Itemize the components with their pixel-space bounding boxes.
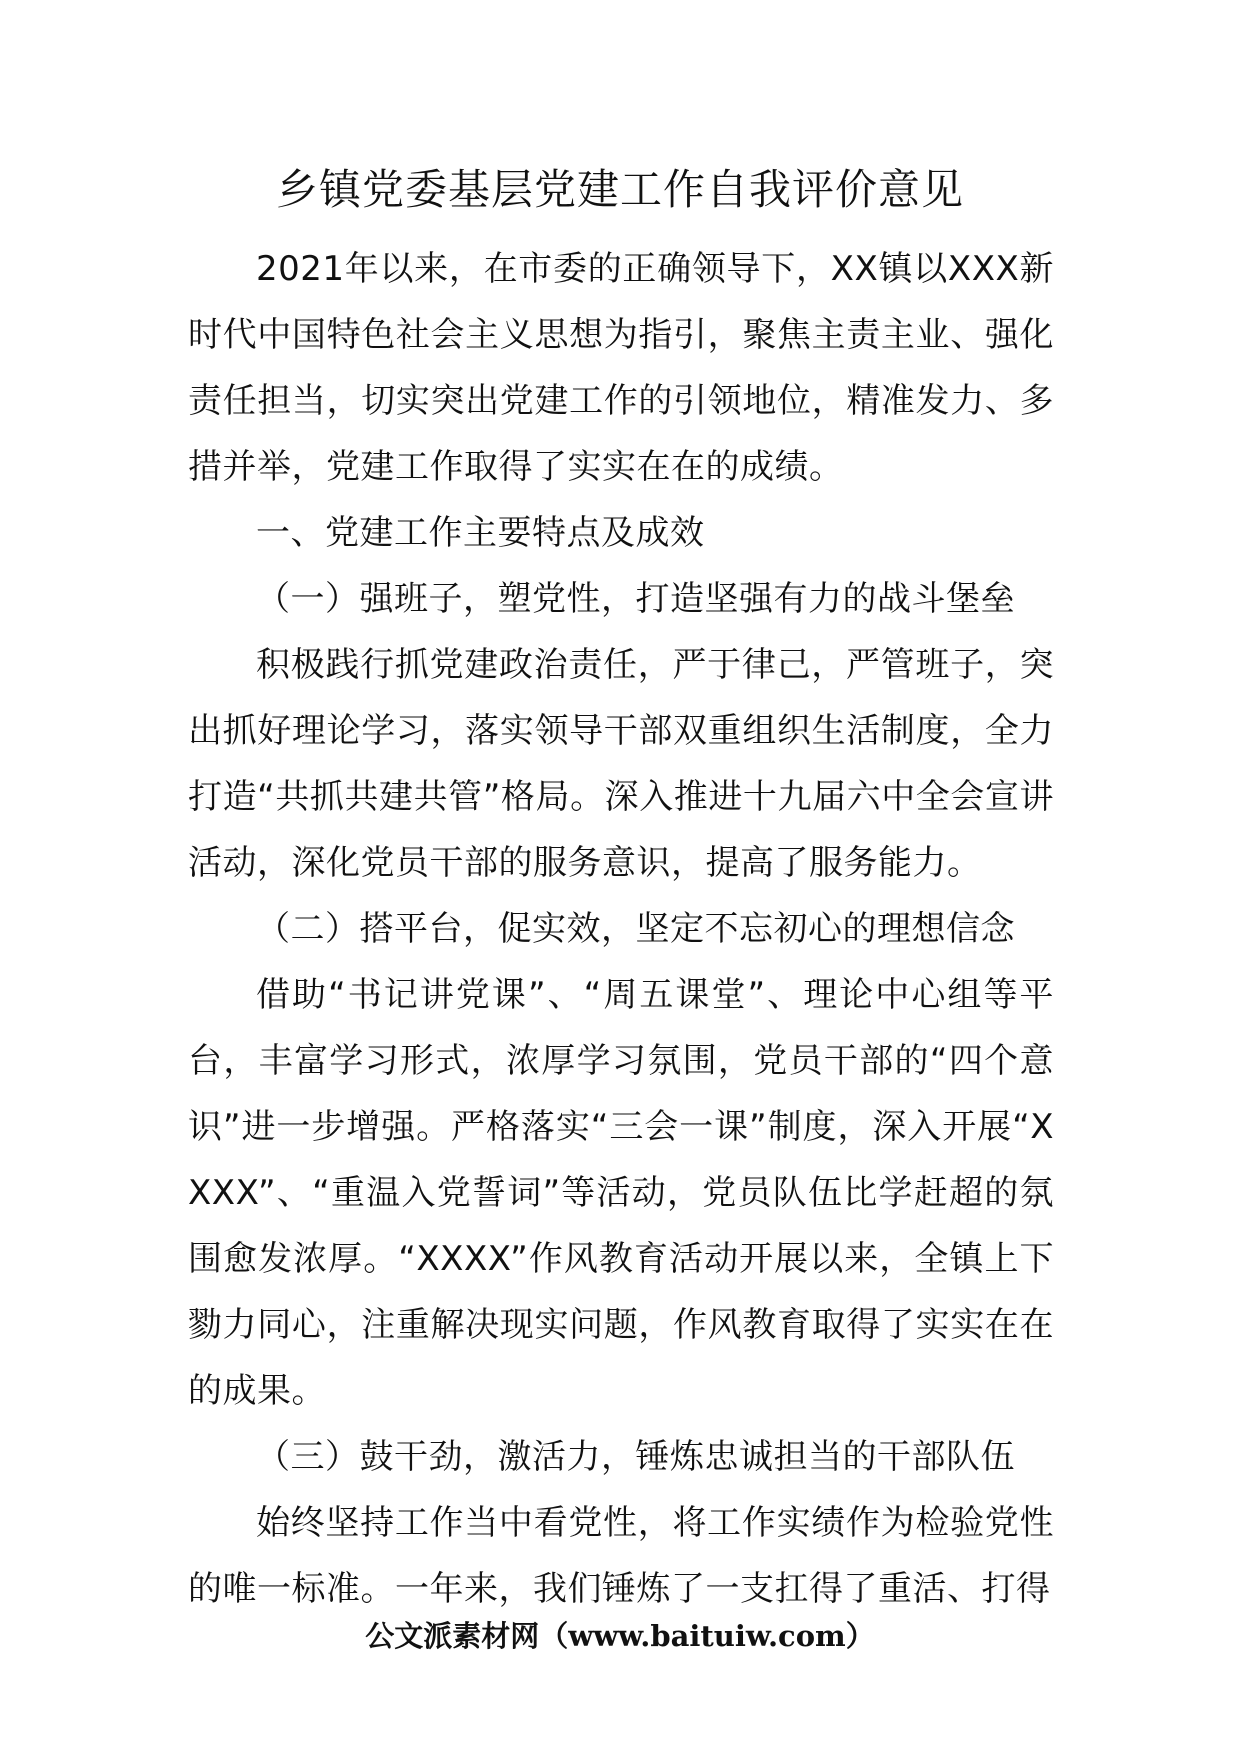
document-body bbox=[188, 236, 1054, 1622]
paragraph-2: 借助“书记讲党课”、“周五课堂”、理论中心组等平台，丰富学习形式，浓厚学习氛围，党员干部的“四个意识”进一步增强。严格落实“三会一课”制度，深入开展“XXXX”、“重温入党誓词”等活动，党员队伍比学赶超的氛围愈发浓厚。“XXXX”作风教育活动开展以来，全镇上下勠力同心，注重解决现实问题，作风教育取得了实实在在的成果。 bbox=[188, 975, 1054, 1411]
subsection-heading-1: （一）强班子，塑党性，打造坚强有力的战斗堡垒 bbox=[256, 579, 1015, 619]
subsection-heading-3: （三）鼓干劲，激活力，锤炼忠诚担当的干部队伍 bbox=[256, 1437, 1015, 1477]
intro-paragraph: 2021年以来，在市委的正确领导下，XX镇以XXX新时代中国特色社会主义思想为指引，聚焦主责主业、强化责任担当，切实突出党建工作的引领地位，精准发力、多措并举，党建工作取得了实实在在的成绩。 bbox=[188, 249, 1054, 487]
paragraph-1: 积极践行抓党建政治责任，严于律己，严管班子，突出抓好理论学习，落实领导干部双重组织生活制度，全力打造“共抓共建共管”格局。深入推进十九届六中全会宣讲活动，深化党员干部的服务意识，提高了服务能力。 bbox=[188, 645, 1054, 883]
document-title: 乡镇党委基层党建工作自我评价意见 bbox=[275, 165, 964, 214]
section-heading-1: 一、党建工作主要特点及成效 bbox=[256, 513, 705, 553]
subsection-heading-2: （二）搭平台，促实效，坚定不忘初心的理想信念 bbox=[256, 909, 1015, 949]
paragraph-3: 始终坚持工作当中看党性，将工作实绩作为检验党性的唯一标准。一年来，我们锤炼了一支扛得了重活、打得 bbox=[188, 1503, 1054, 1609]
footer-watermark-text: 公文派素材网（www.baituiw.com） bbox=[365, 1619, 875, 1653]
